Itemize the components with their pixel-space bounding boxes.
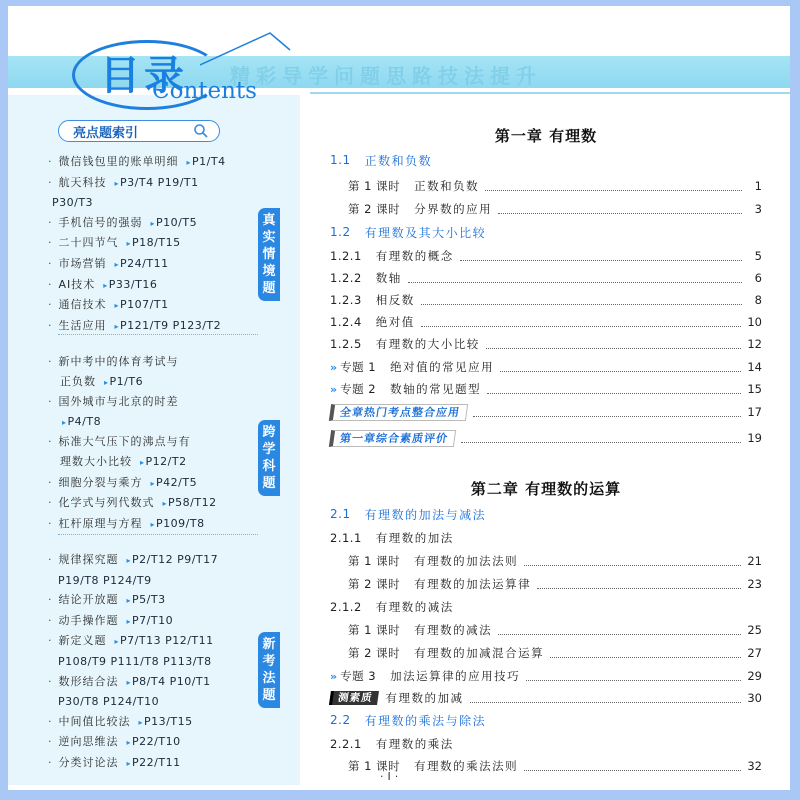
toc-lesson[interactable]: 第 1 课时 有理数的减法 25: [348, 623, 762, 637]
sidebar-item-continuation[interactable]: P108/T9 P111/T8 P113/T8: [58, 654, 212, 668]
sidebar-item[interactable]: · 杠杆原理与方程 ▸P109/T8: [48, 516, 205, 530]
page-number: ·Ⅰ·: [380, 770, 403, 783]
sidebar-item[interactable]: · 航天科技 ▸P3/T4 P19/T1: [48, 175, 199, 189]
toc-quiz[interactable]: 测素质 有理数的加减 30: [330, 688, 762, 708]
divider: [58, 334, 258, 335]
sidebar-item[interactable]: · 生活应用 ▸P121/T9 P123/T2: [48, 318, 222, 332]
banner-underline: [310, 92, 790, 94]
sidebar-item[interactable]: · 新定义题 ▸P7/T13 P12/T11: [48, 634, 214, 648]
sidebar-item[interactable]: · AI技术 ▸P33/T16: [48, 277, 158, 291]
page-subtitle: Contents: [152, 78, 257, 104]
sidebar-item-continuation[interactable]: P30/T8 P124/T10: [58, 695, 160, 709]
index-label-text: 亮点题索引: [73, 125, 139, 141]
toc-subsection[interactable]: 2.1.2 有理数的减法: [330, 600, 454, 614]
toc-lesson[interactable]: 第 2 课时 有理数的加减混合运算 27: [348, 646, 762, 660]
sidebar-item[interactable]: · 结论开放题 ▸P5/T3: [48, 593, 166, 607]
sidebar-item[interactable]: · 规律探究题 ▸P2/T12 P9/T17: [48, 553, 219, 566]
search-icon: [193, 123, 209, 139]
sidebar-item[interactable]: · 通信技术 ▸P107/T1: [48, 298, 169, 312]
toc-topic[interactable]: » 专题 2 数轴的常见题型 15: [330, 382, 762, 396]
toc-subsection[interactable]: 1.2.4 绝对值 10: [330, 315, 762, 329]
sidebar-item[interactable]: · 新中考中的体育考试与: [48, 355, 179, 368]
sidebar-group-new-methods: [48, 550, 248, 774]
toc-lesson[interactable]: 第 1 课时 有理数的加法法则 21: [348, 554, 762, 568]
category-tab-cross-subject: 跨 学 科 题: [258, 420, 280, 496]
double-chevron-icon: »: [330, 360, 338, 374]
sidebar-item-continuation[interactable]: P30/T3: [52, 196, 94, 210]
frame-edge: [790, 6, 800, 796]
chapter-1-title: 第一章 有理数: [494, 127, 598, 145]
toc-topic[interactable]: » 专题 3 加法运算律的应用技巧 29: [330, 669, 762, 683]
toc-review-box[interactable]: 第一章综合素质评价 19: [330, 428, 762, 448]
sidebar-item[interactable]: · 国外城市与北京的时差: [48, 395, 179, 409]
toc-subsection[interactable]: 1.2.2 数轴 6: [330, 271, 762, 285]
sidebar-item[interactable]: · 中间值比较法 ▸P13/T15: [48, 714, 193, 728]
sidebar-item-continuation[interactable]: P19/T8 P124/T9: [58, 573, 152, 587]
page-title: 目录: [100, 53, 188, 99]
toc-lesson[interactable]: 第 2 课时 有理数的加法运算律 23: [348, 577, 762, 591]
toc-section-1-2[interactable]: 1.2 有理数及其大小比较: [330, 225, 487, 240]
highlight-index-label: [58, 120, 220, 142]
category-tab-real-scenario: 真 实 情 境 题: [258, 208, 280, 301]
sidebar-item[interactable]: · 手机信号的强弱 ▸P10/T5: [48, 215, 198, 229]
toc-subsection[interactable]: 2.1.1 有理数的加法: [330, 531, 454, 545]
toc-section-2-1[interactable]: 2.1 有理数的加法与减法: [330, 507, 487, 522]
toc-lesson[interactable]: 第 1 课时 有理数的乘法法则 32: [348, 759, 762, 773]
toc-subsection[interactable]: 2.2.1 有理数的乘法: [330, 737, 454, 751]
toc-section-2-2[interactable]: 2.2 有理数的乘法与除法: [330, 713, 487, 728]
toc-lesson[interactable]: 第 1 课时 正数和负数 1: [348, 179, 762, 193]
sidebar-group-cross-subject: [48, 352, 248, 534]
sidebar-item[interactable]: · 动手操作题 ▸P7/T10: [48, 613, 174, 627]
sidebar-item[interactable]: · 分类讨论法 ▸P22/T11: [48, 755, 181, 769]
sidebar-item[interactable]: · 微信钱包里的账单明细 ▸P1/T4: [48, 155, 226, 168]
sidebar-item[interactable]: · 逆向思维法 ▸P22/T10: [48, 735, 181, 749]
sidebar-item-continuation[interactable]: 正负数 ▸P1/T6: [60, 374, 144, 388]
sidebar-item-continuation[interactable]: ▸P4/T8: [62, 414, 102, 428]
toc-subsection[interactable]: 1.2.3 相反数 8: [330, 293, 762, 307]
banner-text: 精彩导学问题思路技法提升: [230, 64, 542, 88]
sidebar-group-real-scenario: [48, 152, 248, 336]
toc-review-box[interactable]: 全章热门考点整合应用 17: [330, 402, 762, 422]
double-chevron-icon: »: [330, 382, 338, 396]
chapter-2-title: 第二章 有理数的运算: [470, 480, 622, 498]
category-tab-new-methods: 新 考 法 题: [258, 632, 280, 708]
sidebar-item[interactable]: · 细胞分裂与乘方 ▸P42/T5: [48, 475, 198, 489]
toc-lesson[interactable]: 第 2 课时 分界数的应用 3: [348, 202, 762, 216]
double-chevron-icon: »: [330, 669, 338, 683]
toc-subsection[interactable]: 1.2.5 有理数的大小比较 12: [330, 337, 762, 351]
toc-section-1-1[interactable]: 1.1 正数和负数: [330, 153, 433, 168]
toc-subsection[interactable]: 1.2.1 有理数的概念 5: [330, 249, 762, 263]
sidebar-item[interactable]: · 标准大气压下的沸点与有: [48, 435, 191, 449]
sidebar-item[interactable]: · 化学式与列代数式 ▸P58/T12: [48, 496, 217, 510]
sidebar-item-continuation[interactable]: 理数大小比较 ▸P12/T2: [60, 454, 187, 468]
sidebar-item[interactable]: · 二十四节气 ▸P18/T15: [48, 236, 181, 250]
toc-topic[interactable]: » 专题 1 绝对值的常见应用 14: [330, 360, 762, 374]
sidebar-item[interactable]: · 数形结合法 ▸P8/T4 P10/T1: [48, 674, 211, 688]
divider: [58, 534, 258, 535]
sidebar-item[interactable]: · 市场营销 ▸P24/T11: [48, 256, 169, 270]
